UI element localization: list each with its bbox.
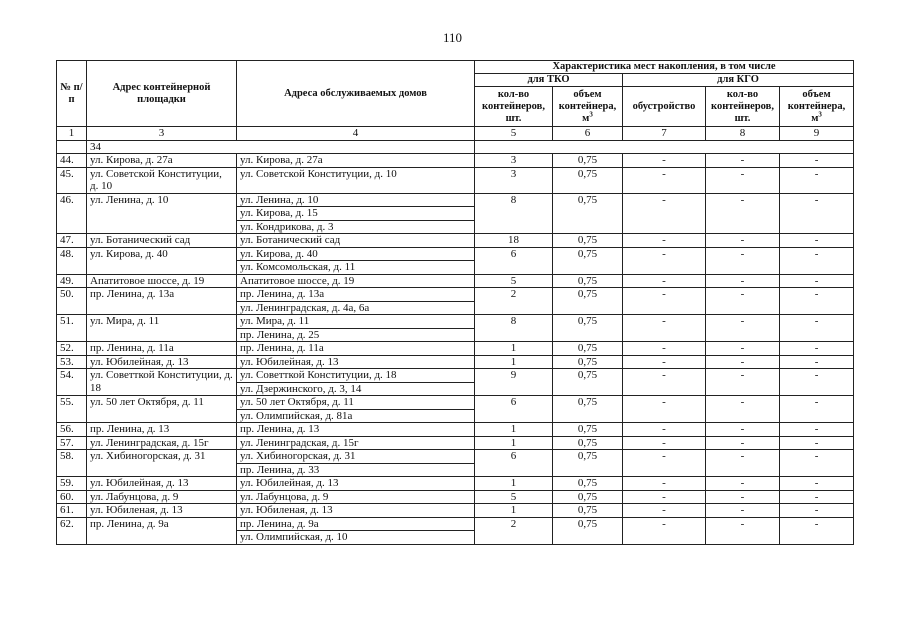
tko-container-volume: 0,75 [553,450,623,477]
served-house: ул. Лабунцова, д. 9 [237,490,475,504]
header-kgo: для КГО [623,74,854,87]
row-number: 44. [57,154,87,168]
kgo-container-volume: - [780,342,854,356]
tko-container-count: 2 [475,288,553,315]
row-number: 45. [57,167,87,193]
table-header [57,61,854,154]
tko-container-volume: 0,75 [553,167,623,193]
header-characteristic: Характеристика мест накопления, в том числе [475,61,854,74]
served-house: ул. Советской Конституции, д. 10 [237,167,475,193]
table-row [57,369,854,383]
tko-container-volume: 0,75 [553,288,623,315]
site-address: ул. Ленинградская, д. 15г [87,436,237,450]
kgo-container-count: - [706,247,780,274]
tko-container-volume: 0,75 [553,504,623,518]
tko-container-volume: 0,75 [553,234,623,248]
kgo-container-volume: - [780,477,854,491]
column-numbers-row [57,127,854,141]
kgo-container-count: - [706,517,780,544]
arrangement: - [623,288,706,315]
row-number: 57. [57,436,87,450]
row-number: 52. [57,342,87,356]
header-tko: для ТКО [475,74,623,87]
kgo-container-volume: - [780,423,854,437]
container-sites-table [56,60,854,545]
header-tko-count: кол-во контейнеров, шт. [475,87,553,127]
kgo-container-volume: - [780,315,854,342]
tko-container-count: 6 [475,247,553,274]
table-row [57,477,854,491]
served-house: ул. Юбилейная, д. 13 [237,355,475,369]
column-number: 6 [553,127,623,141]
kgo-container-volume: - [780,247,854,274]
kgo-container-count: - [706,450,780,477]
served-house: ул. Ленина, д. 10 [237,193,475,207]
tko-container-volume: 0,75 [553,355,623,369]
arrangement: - [623,477,706,491]
site-address: ул. Ботанический сад [87,234,237,248]
tko-container-count: 18 [475,234,553,248]
row-number: 49. [57,274,87,288]
tko-container-count: 8 [475,315,553,342]
row-number: 47. [57,234,87,248]
kgo-container-count: - [706,288,780,315]
table-body [57,154,854,545]
tko-container-volume: 0,75 [553,477,623,491]
tko-container-volume: 0,75 [553,517,623,544]
kgo-container-count: - [706,154,780,168]
kgo-container-count: - [706,193,780,234]
kgo-container-volume: - [780,504,854,518]
tko-container-volume: 0,75 [553,423,623,437]
tko-container-count: 1 [475,423,553,437]
site-address: пр. Ленина, д. 13а [87,288,237,315]
tko-container-volume: 0,75 [553,247,623,274]
header-kgo-count: кол-во контейнеров, шт. [706,87,780,127]
column-number: 7 [623,127,706,141]
row-number: 56. [57,423,87,437]
kgo-container-count: - [706,342,780,356]
kgo-container-count: - [706,315,780,342]
table-row [57,342,854,356]
kgo-container-volume: - [780,234,854,248]
arrangement: - [623,436,706,450]
served-house: ул. Ботанический сад [237,234,475,248]
served-house: ул. 50 лет Октября, д. 11 [237,396,475,410]
tko-container-count: 6 [475,450,553,477]
tko-container-volume: 0,75 [553,315,623,342]
served-house: Апатитовое шоссе, д. 19 [237,274,475,288]
tko-container-count: 2 [475,517,553,544]
row-number: 62. [57,517,87,544]
header-address: Адрес контейнерной площадки [87,61,237,127]
table-row [57,288,854,302]
site-address: ул. Кирова, д. 27а [87,154,237,168]
served-house: ул. Комсомольская, д. 11 [237,261,475,275]
tko-container-volume: 0,75 [553,342,623,356]
served-house: ул. Кирова, д. 15 [237,207,475,221]
served-house: пр. Ленина, д. 33 [237,463,475,477]
kgo-container-volume: - [780,193,854,234]
served-house: ул. Мира, д. 11 [237,315,475,329]
arrangement: - [623,396,706,423]
kgo-container-volume: - [780,450,854,477]
table-row [57,167,854,193]
arrangement: - [623,355,706,369]
kgo-container-volume: - [780,436,854,450]
kgo-container-count: - [706,490,780,504]
served-house: ул. Юбилейная, д. 13 [237,477,475,491]
kgo-container-count: - [706,167,780,193]
site-address: ул. Юбилейная, д. 13 [87,477,237,491]
arrangement: - [623,315,706,342]
arrangement: - [623,369,706,396]
site-address: ул. Советской Конституции, д. 10 [87,167,237,193]
kgo-container-count: - [706,355,780,369]
served-house: ул. Дзержинского, д. 3, 14 [237,382,475,396]
arrangement: - [623,490,706,504]
served-house: ул. Ленинградская, д. 4а, 6а [237,301,475,315]
tko-container-count: 1 [475,355,553,369]
tko-container-volume: 0,75 [553,396,623,423]
kgo-container-volume: - [780,167,854,193]
row-number: 48. [57,247,87,274]
kgo-container-count: - [706,504,780,518]
column-number: 8 [706,127,780,141]
kgo-container-count: - [706,423,780,437]
arrangement: - [623,247,706,274]
column-number: 5 [475,127,553,141]
kgo-container-count: - [706,436,780,450]
continuation-row [57,140,854,154]
header-tko-volume: объем контейнера, $м^3$ [553,87,623,127]
kgo-container-volume: - [780,355,854,369]
row-number: 50. [57,288,87,315]
served-house: ул. Ленинградская, д. 15г [237,436,475,450]
kgo-container-volume: - [780,517,854,544]
site-address: ул. Мира, д. 11 [87,315,237,342]
column-number: 9 [780,127,854,141]
row-number: 59. [57,477,87,491]
table-row [57,450,854,464]
continuation-label: 34 [87,140,475,154]
row-number: 58. [57,450,87,477]
tko-container-count: 3 [475,154,553,168]
table-row [57,504,854,518]
table-row [57,315,854,329]
kgo-container-volume: - [780,274,854,288]
served-house: пр. Ленина, д. 13 [237,423,475,437]
arrangement: - [623,342,706,356]
table-row [57,193,854,207]
kgo-container-volume: - [780,154,854,168]
kgo-container-volume: - [780,288,854,315]
table-row [57,274,854,288]
tko-container-count: 1 [475,436,553,450]
kgo-container-count: - [706,369,780,396]
row-number: 54. [57,369,87,396]
site-address: ул. 50 лет Октября, д. 11 [87,396,237,423]
tko-container-count: 8 [475,193,553,234]
site-address: ул. Лабунцова, д. 9 [87,490,237,504]
header-num: № п/п [57,61,87,127]
tko-container-volume: 0,75 [553,193,623,234]
row-number: 46. [57,193,87,234]
page-number: 110 [442,30,463,45]
table-row [57,436,854,450]
tko-container-count: 9 [475,369,553,396]
column-number: 3 [87,127,237,141]
served-house: ул. Олимпийская, д. 10 [237,531,475,545]
site-address: пр. Ленина, д. 11а [87,342,237,356]
arrangement: - [623,450,706,477]
tko-container-count: 6 [475,396,553,423]
column-number: 1 [57,127,87,141]
table-row [57,355,854,369]
kgo-container-count: - [706,234,780,248]
served-house: пр. Ленина, д. 11а [237,342,475,356]
site-address: пр. Ленина, д. 13 [87,423,237,437]
tko-container-count: 3 [475,167,553,193]
served-house: пр. Ленина, д. 9а [237,517,475,531]
arrangement: - [623,167,706,193]
site-address: пр. Ленина, д. 9а [87,517,237,544]
table-row [57,423,854,437]
row-number: 53. [57,355,87,369]
site-address: ул. Ленина, д. 10 [87,193,237,234]
kgo-container-volume: - [780,490,854,504]
kgo-container-count: - [706,396,780,423]
arrangement: - [623,274,706,288]
served-house: пр. Ленина, д. 13а [237,288,475,302]
tko-container-volume: 0,75 [553,154,623,168]
tko-container-count: 5 [475,490,553,504]
served-house: ул. Советткой Конституции, д. 18 [237,369,475,383]
served-house: пр. Ленина, д. 25 [237,328,475,342]
served-house: ул. Кирова, д. 40 [237,247,475,261]
kgo-container-volume: - [780,396,854,423]
kgo-container-count: - [706,274,780,288]
tko-container-count: 5 [475,274,553,288]
served-house: ул. Хибиногорская, д. 31 [237,450,475,464]
header-kgo-volume: объем контейнера, $м^3$ [780,87,854,127]
site-address: ул. Юбилейная, д. 13 [87,355,237,369]
tko-container-volume: 0,75 [553,274,623,288]
tko-container-count: 1 [475,504,553,518]
site-address: ул. Кирова, д. 40 [87,247,237,274]
served-house: ул. Кирова, д. 27а [237,154,475,168]
tko-container-count: 1 [475,342,553,356]
table-row [57,154,854,168]
row-number: 51. [57,315,87,342]
served-house: ул. Юбиленая, д. 13 [237,504,475,518]
row-number: 61. [57,504,87,518]
site-address: ул. Юбиленая, д. 13 [87,504,237,518]
column-number: 4 [237,127,475,141]
arrangement: - [623,504,706,518]
arrangement: - [623,423,706,437]
header-served-houses: Адреса обслуживаемых домов [237,61,475,127]
arrangement: - [623,193,706,234]
table-row [57,517,854,531]
table-row [57,247,854,261]
served-house: ул. Кондрикова, д. 3 [237,220,475,234]
tko-container-volume: 0,75 [553,369,623,396]
tko-container-volume: 0,75 [553,490,623,504]
site-address: ул. Хибиногорская, д. 31 [87,450,237,477]
served-house: ул. Олимпийская, д. 81а [237,409,475,423]
tko-container-count: 1 [475,477,553,491]
row-number: 55. [57,396,87,423]
header-arrangement: обустройство [623,87,706,127]
arrangement: - [623,234,706,248]
tko-container-volume: 0,75 [553,436,623,450]
site-address: ул. Советткой Конституции, д. 18 [87,369,237,396]
row-number: 60. [57,490,87,504]
arrangement: - [623,517,706,544]
table-row [57,234,854,248]
kgo-container-count: - [706,477,780,491]
site-address: Апатитовое шоссе, д. 19 [87,274,237,288]
arrangement: - [623,154,706,168]
table-row [57,490,854,504]
kgo-container-volume: - [780,369,854,396]
table-row [57,396,854,410]
